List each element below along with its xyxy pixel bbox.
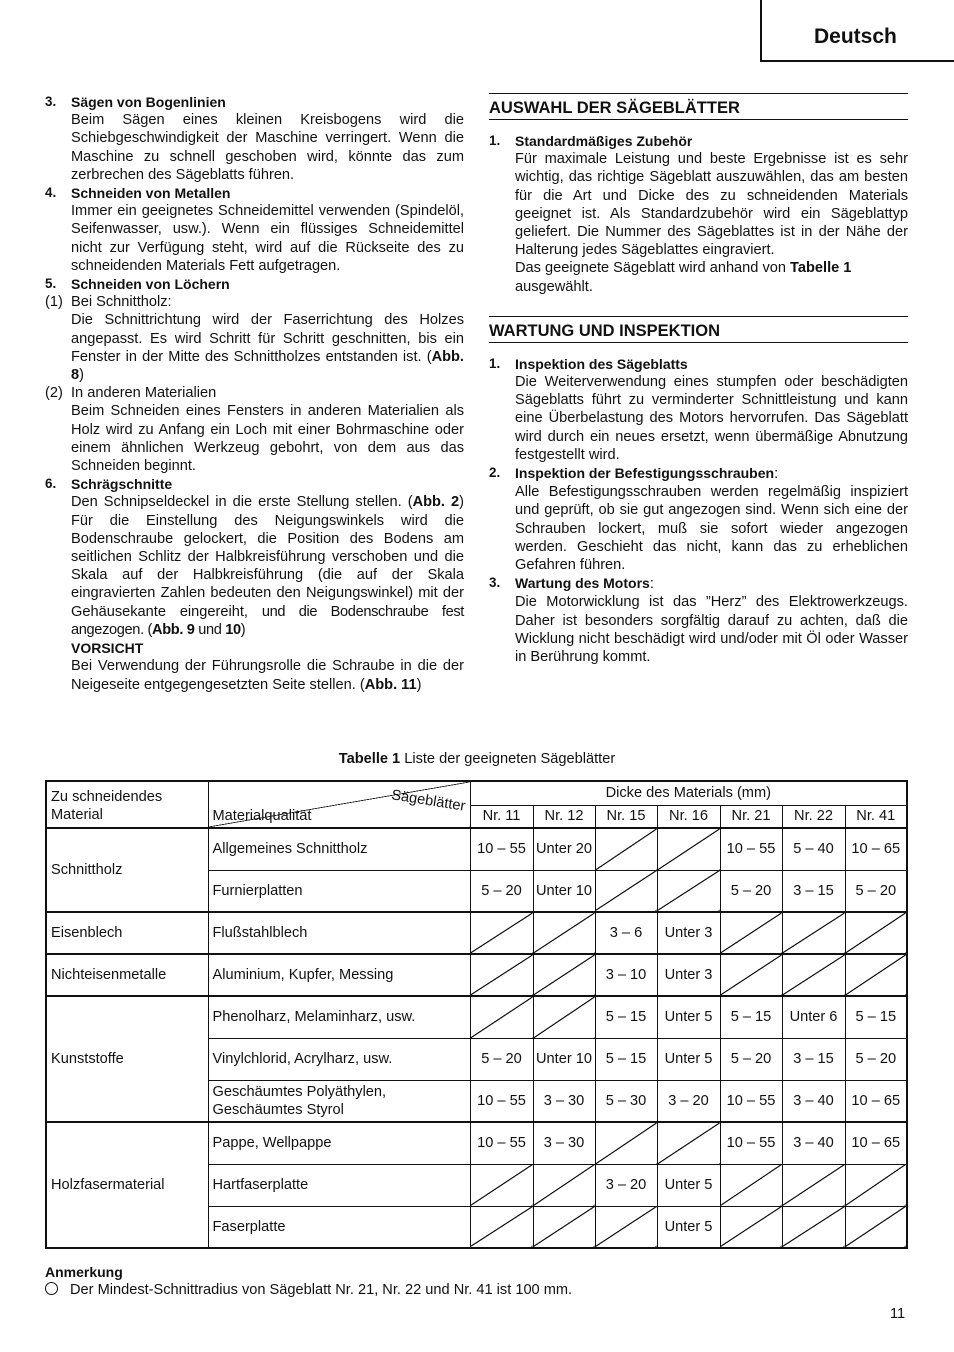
not-applicable-cell xyxy=(595,828,657,870)
material-cell: Holzfasermaterial xyxy=(46,1122,208,1248)
thickness-cell: Unter 20 xyxy=(533,828,595,870)
thickness-cell: 3 – 10 xyxy=(595,954,657,996)
table-row xyxy=(46,996,907,1038)
thickness-cell: 10 – 55 xyxy=(720,1080,782,1122)
item-number: 1. xyxy=(489,355,501,371)
not-applicable-cell xyxy=(470,996,533,1038)
not-applicable-cell xyxy=(720,1206,782,1248)
quality-cell: Flußstahlblech xyxy=(208,912,470,954)
not-applicable-cell xyxy=(470,1206,533,1248)
thickness-cell: 3 – 30 xyxy=(533,1122,595,1164)
thickness-cell: 3 – 15 xyxy=(782,870,845,912)
thickness-cell: Unter 6 xyxy=(782,996,845,1038)
item-number: 3. xyxy=(45,94,57,109)
item-title-line: Inspektion der Befestigungsschrauben: xyxy=(515,465,779,483)
item-text: Die Weiterverwendung eines stumpfen oder beschädigten Sägeblatts führt zu verminderter Schnittleistung und kann eine Überbelastung des Motors hervorrufen. Das Sägeblatt wird durch ein neues ersetzt, wenn übermäßige Abnutzung festgestellt wird. xyxy=(515,374,908,463)
section-3 xyxy=(45,93,464,184)
item-number: 1. xyxy=(489,133,501,148)
item-text: Immer ein geeignetes Schneidemittel verwenden (Spindelöl, Seifenwasser, usw.). Wenn ein flüssiges Schneidemittel nicht zur Verfügung steht, wird auf die Rückseite des zu schneidenden Materials Fett aufgetragen. xyxy=(71,203,464,274)
language-tab xyxy=(760,0,954,62)
not-applicable-cell xyxy=(720,1164,782,1206)
table-body xyxy=(46,828,907,1248)
thickness-cell: 3 – 20 xyxy=(595,1164,657,1206)
thickness-cell: 5 – 20 xyxy=(845,1038,907,1080)
blade-header-cell: Nr. 22 xyxy=(782,805,845,828)
not-applicable-cell xyxy=(845,1206,907,1248)
note-title: Anmerkung xyxy=(45,1264,123,1280)
thickness-cell: Unter 5 xyxy=(657,1164,720,1206)
not-applicable-cell xyxy=(470,1164,533,1206)
thickness-cell: 3 – 6 xyxy=(595,912,657,954)
thickness-cell: 3 – 15 xyxy=(782,1038,845,1080)
not-applicable-cell xyxy=(533,954,595,996)
blade-header-cell: Nr. 41 xyxy=(845,805,907,828)
item-text-2: Das geeignete Sägeblatt wird anhand von Tabelle 1 ausgewählt. xyxy=(515,260,852,295)
item-number: 2. xyxy=(489,465,501,481)
item-text: Für maximale Leistung und beste Ergebnisse ist es sehr wichtig, das richtige Sägeblatt auszuwählen, das am besten für die Art und Dicke des zu schneidenden Materials geeignet ist. Als Standardzubehör wird ein Sägeblattyp geliefert. Die Nummer des Sägeblattes ist in der Nähe der Halterung jedes Sägeblattes eingraviert. xyxy=(515,151,908,259)
table-caption: Tabelle 1 Liste der geeigneten Sägeblätter xyxy=(338,751,616,767)
not-applicable-cell xyxy=(845,1164,907,1206)
sub-label: Bei Schnittholz: xyxy=(71,294,172,311)
not-applicable-cell xyxy=(470,912,533,954)
quality-cell: Geschäumtes Polyäthylen, Geschäumtes Styrol xyxy=(208,1080,470,1122)
header-quality-blades xyxy=(208,781,470,828)
page-number: 11 xyxy=(890,1306,906,1322)
table-row xyxy=(46,1122,907,1164)
thickness-cell: 3 – 30 xyxy=(533,1080,595,1122)
not-applicable-cell xyxy=(845,954,907,996)
item-text: Die Motorwicklung ist das ”Herz” des Elektrowerkzeugs. Daher ist besonders sorgfältig darauf zu achten, daß die Wicklung nicht beschädigt wird und/oder mit Öl oder Wasser in Berührung kommt. xyxy=(515,594,908,666)
sub-number: (2) xyxy=(45,385,63,402)
thickness-cell: 3 – 40 xyxy=(782,1122,845,1164)
thickness-cell: Unter 3 xyxy=(657,912,720,954)
thickness-cell: 10 – 55 xyxy=(720,1122,782,1164)
header-quality: Materialqualität xyxy=(212,808,312,824)
material-cell: Kunststoffe xyxy=(46,996,208,1122)
motor-maintenance xyxy=(489,574,908,666)
thickness-cell: 5 – 15 xyxy=(595,1038,657,1080)
inspect-screws xyxy=(489,464,908,574)
thickness-cell: Unter 10 xyxy=(533,1038,595,1080)
not-applicable-cell xyxy=(782,912,845,954)
header-blades: Sägeblätter xyxy=(390,787,467,815)
section-heading-saw-blades: AUSWAHL DER SÄGEBLÄTTER xyxy=(489,93,908,120)
not-applicable-cell xyxy=(595,870,657,912)
circle-bullet-icon xyxy=(45,1282,58,1295)
item-title: Inspektion des Sägeblatts xyxy=(515,355,688,372)
not-applicable-cell xyxy=(533,1206,595,1248)
standard-accessory xyxy=(489,132,908,296)
quality-cell: Aluminium, Kupfer, Messing xyxy=(208,954,470,996)
thickness-cell: 3 – 20 xyxy=(657,1080,720,1122)
subsection-5-1 xyxy=(45,293,464,384)
material-cell: Eisenblech xyxy=(46,912,208,954)
thickness-cell: 5 – 30 xyxy=(595,1080,657,1122)
item-number: 3. xyxy=(489,575,501,591)
thickness-cell: Unter 5 xyxy=(657,1206,720,1248)
item-text: Den Schnipseldeckel in die erste Stellung stellen. (Abb. 2) Für die Einstellung des Neigungswinkels wird die Bodenschraube gelockert, die Position des Bodens am seitlichen Schlitz der Halbkreisführung verschoben und die Skala auf der Halbkreisführung (die auf der Skala eingravierten Zahlen bedeuten den Neigungswinkel) mit der Gehäusekante eingereiht, und die Bodenschraube fest angezogen. (Abb. 9 und 10) xyxy=(71,494,465,638)
thickness-cell: 5 – 15 xyxy=(720,996,782,1038)
table-row xyxy=(46,912,907,954)
thickness-cell: 5 – 20 xyxy=(470,870,533,912)
thickness-cell: 5 – 20 xyxy=(470,1038,533,1080)
thickness-cell: 5 – 15 xyxy=(595,996,657,1038)
quality-cell: Allgemeines Schnittholz xyxy=(208,828,470,870)
subsection-5-2 xyxy=(45,384,464,475)
not-applicable-cell xyxy=(782,1164,845,1206)
blade-header-cell: Nr. 11 xyxy=(470,805,533,828)
sub-text: Die Schnittrichtung wird der Faserrichtung des Holzes angepasst. Es wird Schritt für Schritt geschnitten, bis ein Fenster in der Mitte des Schnittholzes entstanden ist. (Abb. 8) xyxy=(71,312,464,384)
material-cell: Schnittholz xyxy=(46,828,208,912)
not-applicable-cell xyxy=(720,912,782,954)
sub-label: In anderen Materialien xyxy=(71,385,217,402)
quality-cell: Phenolharz, Melaminharz, usw. xyxy=(208,996,470,1038)
sub-text: Beim Schneiden eines Fensters in anderen Materialien als Holz wird zu Anfang ein Loch mit einer Bohrmaschine oder einem ähnlichen Werkzeug gebohrt, von dem aus das Schneiden beginnt. xyxy=(71,403,464,475)
thickness-cell: 10 – 65 xyxy=(845,828,907,870)
not-applicable-cell xyxy=(595,1206,657,1248)
thickness-cell: 3 – 40 xyxy=(782,1080,845,1122)
blade-header-cell: Nr. 21 xyxy=(720,805,782,828)
item-title: Sägen von Bogenlinien xyxy=(71,94,226,110)
not-applicable-cell xyxy=(782,954,845,996)
section-5 xyxy=(45,275,464,293)
thickness-cell: 10 – 65 xyxy=(845,1122,907,1164)
thickness-cell: Unter 3 xyxy=(657,954,720,996)
quality-cell: Hartfaserplatte xyxy=(208,1164,470,1206)
thickness-cell: Unter 10 xyxy=(533,870,595,912)
not-applicable-cell xyxy=(533,996,595,1038)
right-column xyxy=(489,93,908,666)
thickness-cell: 10 – 55 xyxy=(470,1080,533,1122)
quality-cell: Furnierplatten xyxy=(208,870,470,912)
item-number: 6. xyxy=(45,476,57,492)
not-applicable-cell xyxy=(657,1122,720,1164)
note-text-line xyxy=(45,1281,908,1299)
section-4 xyxy=(45,184,464,275)
saw-blade-table xyxy=(45,780,908,1249)
item-text: Alle Befestigungsschrauben werden regelmäßig inspiziert und geprüft, ob sie gut angezogen sind. Wenn sich eine der Schrauben lockert, muß sie sofort wieder angezogen werden. Geschieht das nicht, kann das zu erheblichen Gefahren führen. xyxy=(515,484,908,574)
blade-header-cell: Nr. 15 xyxy=(595,805,657,828)
not-applicable-cell xyxy=(533,1164,595,1206)
material-cell: Nichteisenmetalle xyxy=(46,954,208,996)
thickness-cell: 5 – 15 xyxy=(845,996,907,1038)
header-material: Zu schneidendes Material xyxy=(46,781,208,828)
quality-cell: Faserplatte xyxy=(208,1206,470,1248)
thickness-cell: 10 – 65 xyxy=(845,1080,907,1122)
thickness-cell: 5 – 20 xyxy=(720,1038,782,1080)
caution-text: Bei Verwendung der Führungsrolle die Schraube in die der Neigeseite entgegengesetzten Seite stellen. (Abb. 11) xyxy=(71,658,464,693)
thickness-cell: 10 – 55 xyxy=(720,828,782,870)
section-6 xyxy=(45,475,464,693)
not-applicable-cell xyxy=(533,912,595,954)
item-title: Standardmäßiges Zubehör xyxy=(515,133,693,149)
not-applicable-cell xyxy=(845,912,907,954)
thickness-cell: 10 – 55 xyxy=(470,828,533,870)
quality-cell: Pappe, Wellpappe xyxy=(208,1122,470,1164)
thickness-cell: 10 – 55 xyxy=(470,1122,533,1164)
item-number: 4. xyxy=(45,185,57,201)
not-applicable-cell xyxy=(657,828,720,870)
table-row xyxy=(46,828,907,870)
thickness-cell: 5 – 40 xyxy=(782,828,845,870)
thickness-cell: 5 – 20 xyxy=(720,870,782,912)
item-title: Schneiden von Löchern xyxy=(71,276,230,293)
not-applicable-cell xyxy=(720,954,782,996)
quality-cell: Vinylchlorid, Acrylharz, usw. xyxy=(208,1038,470,1080)
thickness-cell: Unter 5 xyxy=(657,1038,720,1080)
left-column xyxy=(45,93,464,694)
not-applicable-cell xyxy=(782,1206,845,1248)
item-text: Beim Sägen eines kleinen Kreisbogens wird die Schiebgeschwindigkeit der Maschine verringert. Wenn die Maschine zu schnell geschoben wird, könnte das zum zerbrechen des Sägeblatts führen. xyxy=(71,112,464,183)
note-text: Der Mindest-Schnittradius von Sägeblatt Nr. 21, Nr. 22 und Nr. 41 ist 100 mm. xyxy=(70,1282,573,1299)
caution-heading: VORSICHT xyxy=(71,640,144,657)
not-applicable-cell xyxy=(595,1122,657,1164)
header-thickness: Dicke des Materials (mm) xyxy=(470,781,907,805)
not-applicable-cell xyxy=(657,870,720,912)
item-title: Schrägschnitte xyxy=(71,476,173,493)
item-title-line: Wartung des Motors: xyxy=(515,575,654,593)
not-applicable-cell xyxy=(470,954,533,996)
inspect-blade xyxy=(489,355,908,464)
note xyxy=(45,1263,908,1299)
thickness-cell: Unter 5 xyxy=(657,996,720,1038)
table-row xyxy=(46,954,907,996)
blade-header-cell: Nr. 12 xyxy=(533,805,595,828)
blade-header-cell: Nr. 16 xyxy=(657,805,720,828)
section-heading-maintenance: WARTUNG UND INSPEKTION xyxy=(489,316,908,343)
item-number: 5. xyxy=(45,276,57,292)
sub-number: (1) xyxy=(45,294,63,311)
item-title: Schneiden von Metallen xyxy=(71,185,231,202)
thickness-cell: 5 – 20 xyxy=(845,870,907,912)
language-label: Deutsch xyxy=(814,25,897,48)
